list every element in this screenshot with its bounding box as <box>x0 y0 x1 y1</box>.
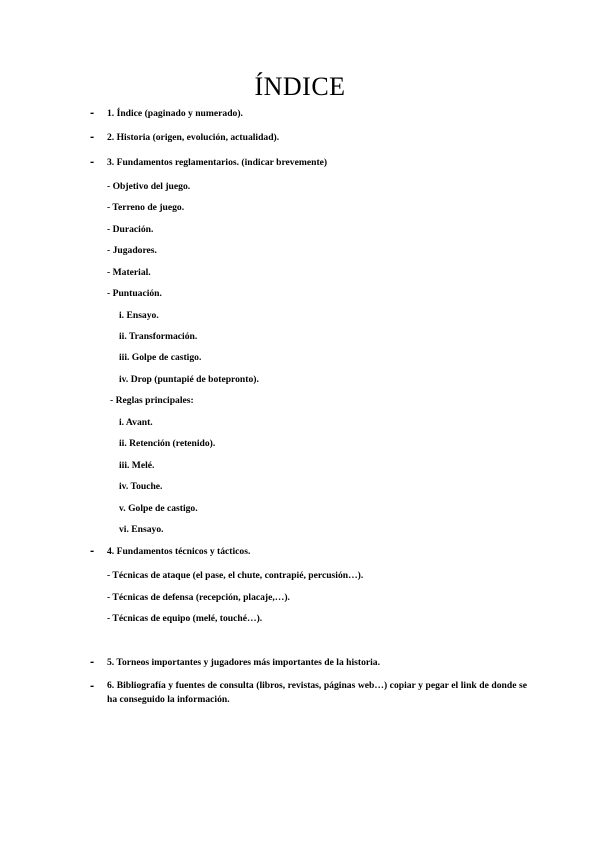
subitem-defensa: - Técnicas de defensa (recepción, placaje,…). <box>107 592 290 603</box>
subsubitem-golpe-castigo-2: v. Golpe de castigo. <box>119 503 198 514</box>
index-item-4: 4. Fundamentos técnicos y tácticos. <box>107 546 251 557</box>
subitem-material: - Material. <box>107 267 151 278</box>
subsubitem-transformacion: ii. Transformación. <box>119 331 198 342</box>
subitem-terreno: - Terreno de juego. <box>107 202 185 213</box>
subsubitem-golpe-castigo: iii. Golpe de castigo. <box>119 352 202 363</box>
subitem-duracion: - Duración. <box>107 224 154 235</box>
subitem-ataque: - Técnicas de ataque (el pase, el chute, contrapié, percusión…). <box>107 570 364 581</box>
index-item-1: 1. Índice (paginado y numerado). <box>107 108 243 119</box>
index-item-6: 6. Bibliografía y fuentes de consulta (libros, revistas, páginas web…) copiar y pegar el link de donde se ha conseguido la información. <box>107 680 527 705</box>
index-item-2: 2. Historia (origen, evolución, actualidad). <box>107 132 280 143</box>
index-item-5: 5. Torneos importantes y jugadores más importantes de la historia. <box>107 657 380 668</box>
subsubitem-touche: iv. Touche. <box>119 481 163 492</box>
subitem-puntuacion: - Puntuación. <box>107 288 162 299</box>
bullet-dash: - <box>90 157 95 168</box>
subsubitem-ensayo-2: vi. Ensayo. <box>119 524 164 535</box>
subitem-objetivo: - Objetivo del juego. <box>107 181 191 192</box>
bullet-dash: - <box>90 681 95 692</box>
subsubitem-avant: i. Avant. <box>119 417 153 428</box>
bullet-dash: - <box>90 132 95 143</box>
subsubitem-drop: iv. Drop (puntapié de botepronto). <box>119 374 259 385</box>
subitem-equipo: - Técnicas de equipo (melé, touché…). <box>107 613 263 624</box>
bullet-dash: - <box>90 546 95 557</box>
subitem-jugadores: - Jugadores. <box>107 245 157 256</box>
bullet-dash: - <box>90 657 95 668</box>
page-title: ÍNDICE <box>254 72 346 101</box>
index-item-3: 3. Fundamentos reglamentarios. (indicar brevemente) <box>107 157 328 168</box>
subsubitem-retencion: ii. Retención (retenido). <box>119 438 216 449</box>
subsubitem-ensayo: i. Ensayo. <box>119 310 159 321</box>
subsubitem-mele: iii. Melé. <box>119 460 155 471</box>
bullet-dash: - <box>90 108 95 119</box>
subitem-reglas: - Reglas principales: <box>110 395 194 406</box>
